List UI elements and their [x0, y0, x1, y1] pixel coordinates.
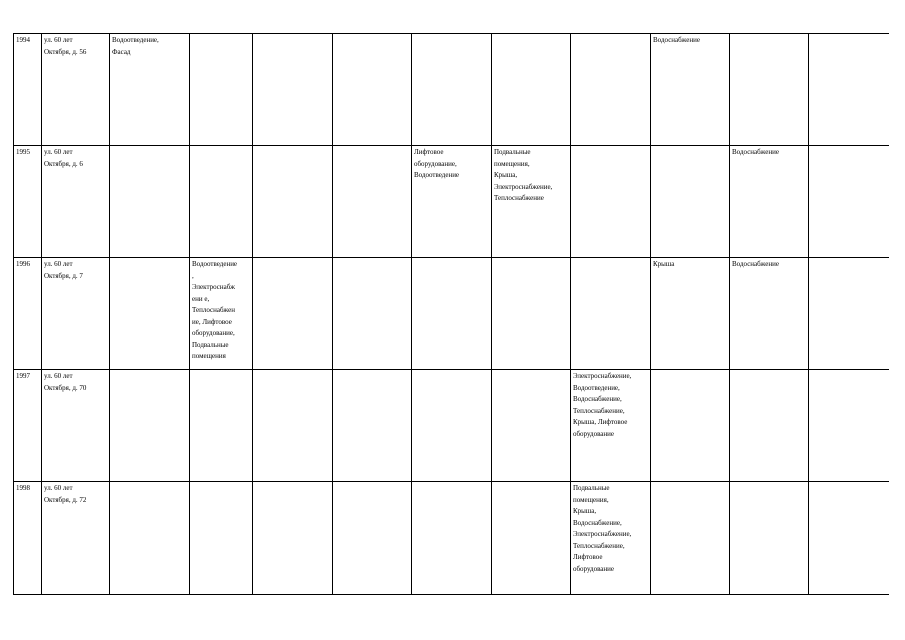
- work-type-cell: [190, 146, 253, 258]
- address-text: ул. 60 лет Октября, д. 7: [44, 260, 83, 280]
- work-type-cell: [333, 146, 412, 258]
- work-type-cell: [333, 482, 412, 595]
- work-type-text: Подвальные помещения, Крыша, Водоснабжение, Электроснабжение, Теплоснабжение, Лифтовое оборудование: [573, 484, 632, 573]
- work-type-cell: [412, 482, 492, 595]
- work-type-cell: [412, 146, 492, 258]
- work-type-cell: [110, 370, 190, 482]
- row-number: 1995: [16, 148, 30, 156]
- address-cell: [42, 34, 110, 146]
- work-type-cell: [333, 258, 412, 370]
- row-number-cell: [14, 482, 42, 595]
- work-type-text: Лифтовое оборудование, Водоотведение: [414, 148, 460, 179]
- address-cell: [42, 370, 110, 482]
- work-type-cell: [809, 482, 889, 595]
- work-type-cell: [730, 482, 809, 595]
- work-type-text: Электроснабжение, Водоотведение, Водоснабжение, Теплоснабжение, Крыша, Лифтовое оборудование: [573, 372, 632, 438]
- work-type-text: Подвальные помещения, Крыша, Электроснабжение, Теплоснабжение: [494, 148, 553, 202]
- work-type-text: Водоотведение, Фасад: [112, 36, 159, 56]
- work-type-cell: [492, 146, 571, 258]
- table-row: [14, 258, 889, 370]
- address-text: ул. 60 лет Октября, д. 6: [44, 148, 83, 168]
- row-number-cell: [14, 258, 42, 370]
- work-type-cell: [571, 34, 651, 146]
- work-type-cell: [253, 146, 333, 258]
- work-type-cell: [333, 34, 412, 146]
- work-type-cell: [730, 258, 809, 370]
- address-cell: [42, 258, 110, 370]
- work-type-cell: [809, 34, 889, 146]
- work-type-cell: [809, 146, 889, 258]
- address-cell: [42, 146, 110, 258]
- work-type-cell: [253, 482, 333, 595]
- work-type-cell: [571, 370, 651, 482]
- works-schedule-table: [13, 33, 889, 595]
- work-type-cell: [571, 258, 651, 370]
- work-type-cell: [190, 258, 253, 370]
- table-body: [14, 34, 889, 595]
- work-type-cell: [492, 370, 571, 482]
- table-row: [14, 34, 889, 146]
- work-type-cell: [730, 370, 809, 482]
- work-type-cell: [651, 34, 730, 146]
- work-type-cell: [110, 258, 190, 370]
- work-type-cell: [412, 258, 492, 370]
- work-type-cell: [253, 370, 333, 482]
- work-type-cell: [809, 258, 889, 370]
- table-row: [14, 482, 889, 595]
- work-type-cell: [492, 258, 571, 370]
- work-type-cell: [110, 482, 190, 595]
- work-type-cell: [809, 370, 889, 482]
- work-type-cell: [190, 482, 253, 595]
- work-type-cell: [333, 370, 412, 482]
- work-type-cell: [492, 482, 571, 595]
- address-text: ул. 60 лет Октября, д. 72: [44, 484, 87, 504]
- work-type-cell: [651, 146, 730, 258]
- work-type-cell: [651, 370, 730, 482]
- row-number: 1994: [16, 36, 30, 44]
- work-type-cell: [110, 34, 190, 146]
- work-type-cell: [571, 482, 651, 595]
- work-type-cell: [651, 482, 730, 595]
- table-row: [14, 370, 889, 482]
- row-number: 1996: [16, 260, 30, 268]
- work-type-cell: [730, 34, 809, 146]
- work-type-cell: [492, 34, 571, 146]
- work-type-cell: [253, 258, 333, 370]
- row-number-cell: [14, 370, 42, 482]
- address-cell: [42, 482, 110, 595]
- table-row: [14, 146, 889, 258]
- work-type-cell: [651, 258, 730, 370]
- row-number-cell: [14, 34, 42, 146]
- work-type-text: Крыша: [653, 260, 675, 268]
- work-type-cell: [110, 146, 190, 258]
- work-type-text: Водоснабжение: [732, 148, 780, 156]
- work-type-text: Водоотведение , Электроснабж ени е, Теплоснабжен ие, Лифтовое оборудование, Подвальные помещения: [192, 260, 238, 360]
- work-type-cell: [412, 370, 492, 482]
- address-text: ул. 60 лет Октября, д. 56: [44, 36, 87, 56]
- work-type-cell: [571, 146, 651, 258]
- row-number: 1997: [16, 372, 30, 380]
- work-type-text: Водоснабжение: [732, 260, 780, 268]
- work-type-text: Водоснабжение: [653, 36, 701, 44]
- work-type-cell: [190, 34, 253, 146]
- work-type-cell: [253, 34, 333, 146]
- row-number: 1998: [16, 484, 30, 492]
- address-text: ул. 60 лет Октября, д. 70: [44, 372, 87, 392]
- work-type-cell: [190, 370, 253, 482]
- work-type-cell: [412, 34, 492, 146]
- row-number-cell: [14, 146, 42, 258]
- work-type-cell: [730, 146, 809, 258]
